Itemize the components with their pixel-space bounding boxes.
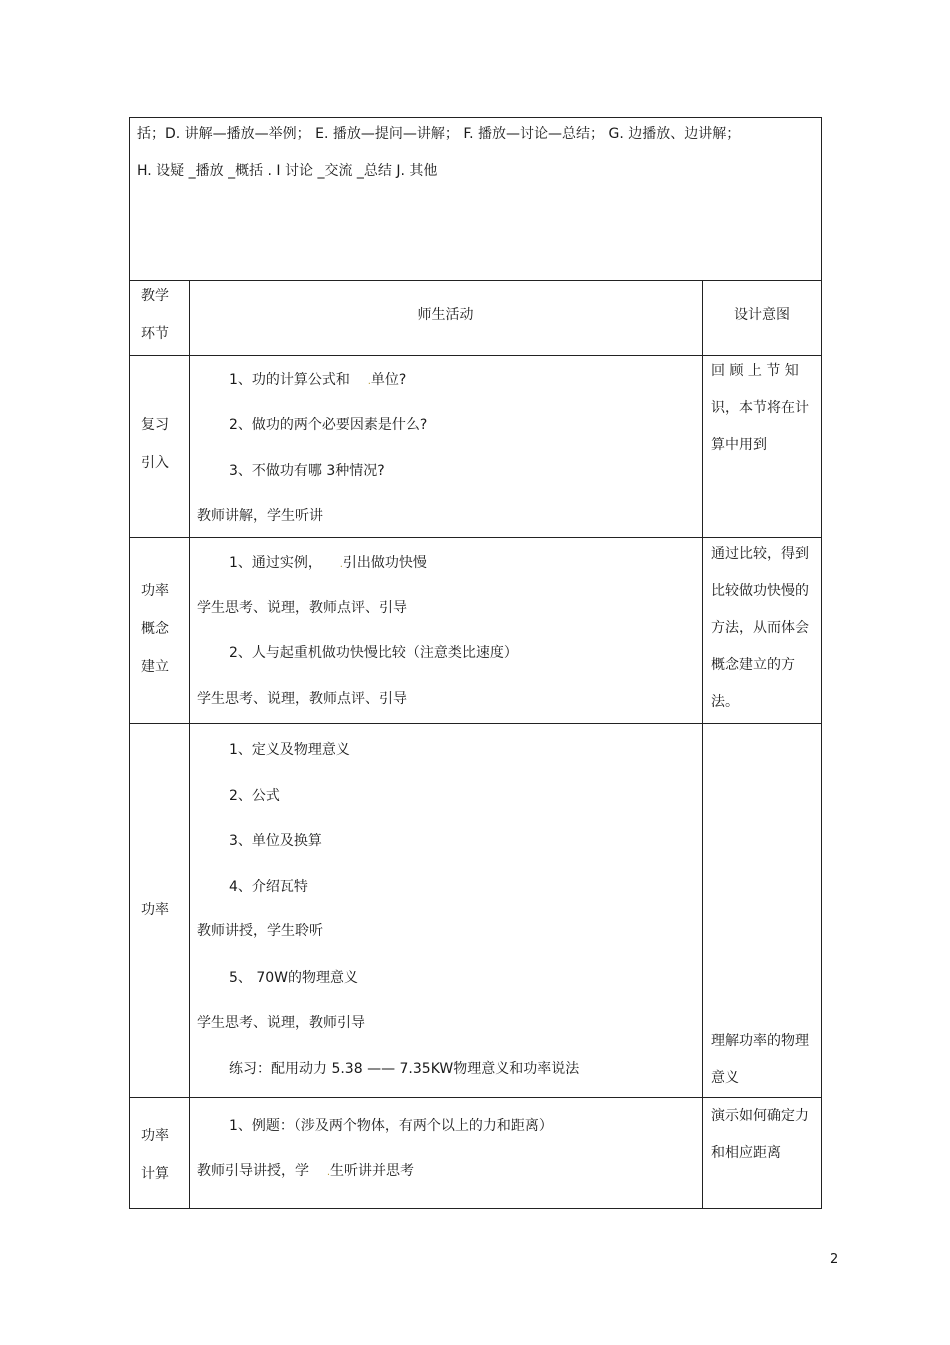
row4-stage-line-2: 计算 bbox=[141, 1166, 169, 1182]
column-divider bbox=[189, 280, 190, 1209]
lesson-plan-table bbox=[129, 117, 822, 1209]
table-border-top bbox=[129, 117, 822, 118]
header-stage-line-2: 环节 bbox=[141, 326, 169, 342]
row1-activity-3: 3、不做功有哪 3种情况? bbox=[229, 463, 385, 479]
row4-stage-line-1: 功率 bbox=[141, 1128, 169, 1144]
method-options-line-1: 括；D. 讲解—播放—举例； E. 播放—提问—讲解； F. 播放—讨论—总结； G. 边播放、边讲解； bbox=[137, 126, 741, 142]
row3-activity-3: 3、单位及换算 bbox=[229, 833, 322, 849]
row3-activity-5: 教师讲授，学生聆听 bbox=[197, 923, 323, 939]
row2-stage-line-3: 建立 bbox=[141, 659, 169, 675]
row1-intent: 回 顾 上 节 知 识，本节将在计算中用到 bbox=[711, 363, 809, 453]
header-intent: 设计意图 bbox=[734, 307, 790, 323]
row3-activity-4: 4、介绍瓦特 bbox=[229, 879, 308, 895]
row1-activity-2: 2、做功的两个必要因素是什么? bbox=[229, 417, 428, 433]
table-border-left bbox=[129, 117, 130, 1209]
row2-activity-4: 学生思考、说理，教师点评、引导 bbox=[197, 691, 407, 707]
row1-stage-line-1: 复习 bbox=[141, 417, 169, 433]
row1-activity-1: 1、功的计算公式和 .单位? bbox=[229, 372, 407, 388]
row-divider bbox=[129, 723, 822, 724]
row-divider bbox=[129, 280, 822, 281]
row4-activity-1: 1、例题：（涉及两个物体，有两个以上的力和距离） bbox=[229, 1118, 553, 1134]
row3-activity-7: 学生思考、说理，教师引导 bbox=[197, 1015, 365, 1031]
table-border-right bbox=[821, 117, 822, 1209]
row3-activity-6: 5、 70W的物理意义 bbox=[229, 970, 359, 986]
page-number: 2 bbox=[830, 1252, 839, 1267]
row3-activity-2: 2、公式 bbox=[229, 788, 280, 804]
row3-intent: 理解功率的物理意义 bbox=[711, 1033, 809, 1086]
row2-stage-line-2: 概念 bbox=[141, 621, 169, 637]
row2-activity-1: 1、通过实例， .引出做功快慢 bbox=[229, 555, 427, 571]
row2-activity-2: 学生思考、说理，教师点评、引导 bbox=[197, 600, 407, 616]
header-stage-line-1: 教学 bbox=[141, 288, 169, 304]
row4-activity-2: 教师引导讲授，学 .生听讲并思考 bbox=[197, 1163, 414, 1179]
row2-activity-3: 2、人与起重机做功快慢比较（注意类比速度） bbox=[229, 645, 518, 661]
row3-activity-1: 1、定义及物理意义 bbox=[229, 742, 350, 758]
header-activities: 师生活动 bbox=[417, 307, 474, 323]
row4-intent: 演示如何确定力和相应距离 bbox=[711, 1108, 809, 1161]
row2-intent: 通过比较，得到比较做功快慢的方法，从而体会概念建立的方法。 bbox=[711, 546, 809, 710]
method-options-line-2: H. 设疑 _播放 _概括 . I 讨论 _交流 _总结 J. 其他 bbox=[137, 163, 438, 179]
row1-stage-line-2: 引入 bbox=[141, 455, 169, 471]
row3-stage: 功率 bbox=[141, 902, 169, 918]
table-border-bottom bbox=[129, 1208, 822, 1209]
column-divider bbox=[702, 280, 703, 1209]
row3-activity-8: 练习：配用动力 5.38 —— 7.35KW物理意义和功率说法 bbox=[229, 1061, 580, 1077]
row1-activity-4: 教师讲解，学生听讲 bbox=[197, 508, 323, 524]
row2-stage-line-1: 功率 bbox=[141, 583, 169, 599]
